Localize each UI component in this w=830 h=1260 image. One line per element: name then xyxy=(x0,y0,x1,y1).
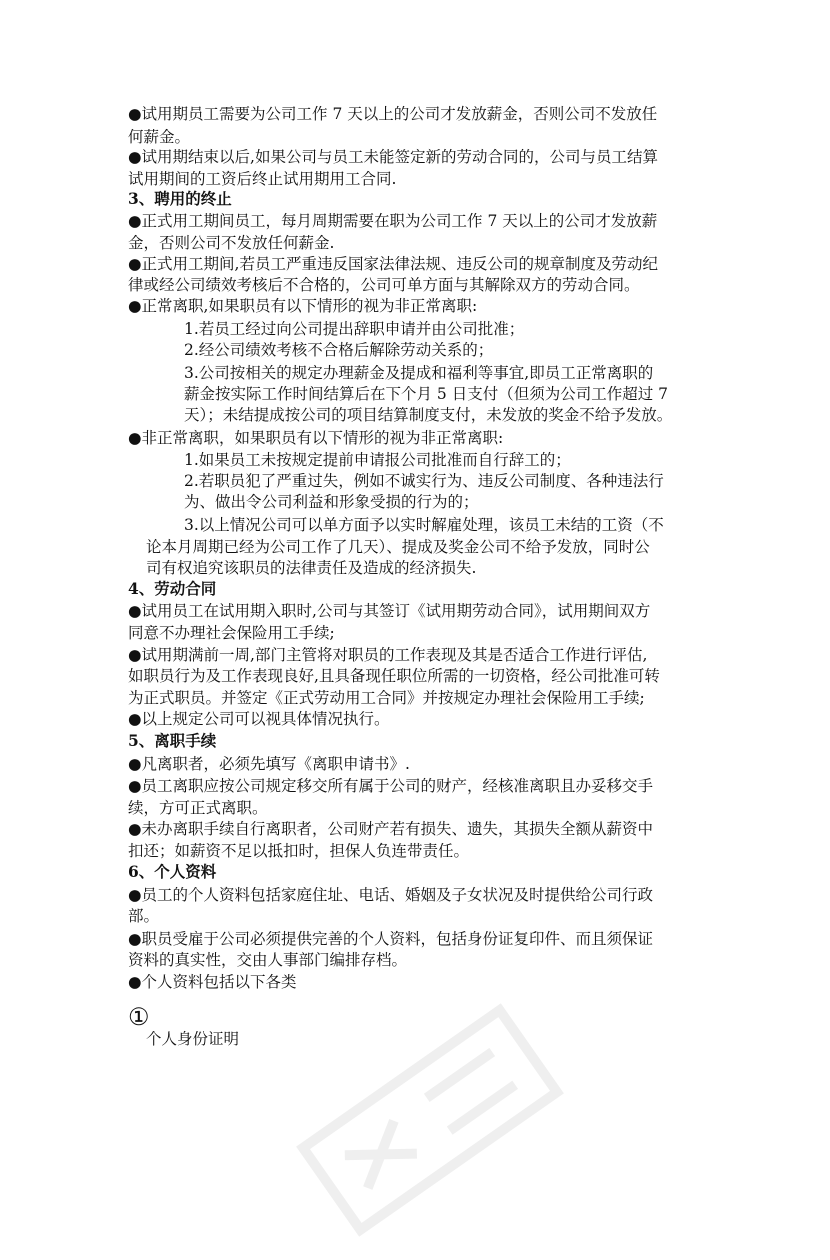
text-line: ●试用期满前一周,部门主管将对职员的工作表现及其是否适合工作进行评估, xyxy=(128,646,648,664)
section-heading: 6、个人资料 xyxy=(128,862,217,881)
text-line: 同意不办理社会保险用工手续; xyxy=(128,624,335,642)
text-line: 何薪金。 xyxy=(128,128,191,146)
text-line: ●正常离职,如果职员有以下情形的视为非正常离职: xyxy=(128,297,478,315)
text-line: 为正式职员。并签定《正式劳动用工合同》并按规定办理社会保险用工手续; xyxy=(128,689,645,707)
text-line: ●试用员工在试用期入职时,公司与其签订《试用期劳动合同》，试用期间双方 xyxy=(128,602,651,620)
text-line: 个人身份证明 xyxy=(146,1030,240,1048)
text-line: 试用期间的工资后终止试用期用工合同. xyxy=(128,170,397,188)
list-item: 2.若职员犯了严重过失，例如不诚实行为、违反公司制度、各种违法行 xyxy=(184,472,664,490)
text-line: ●试用期结束以后,如果公司与员工未能签定新的劳动合同的，公司与员工结算 xyxy=(128,148,658,166)
list-item: 3.公司按相关的规定办理薪金及提成和福利等事宜,即员工正常离职的 xyxy=(184,364,654,382)
text-line: ●员工的个人资料包括家庭住址、电话、婚姻及子女状况及时提供给公司行政 xyxy=(128,886,654,904)
list-item: 薪金按实际工作时间结算后在下个月 5 日支付（但须为公司工作超过 7 xyxy=(184,385,669,403)
list-item: 天）；未结提成按公司的项目结算制度支付，未发放的奖金不给予发放。 xyxy=(184,406,673,424)
text-line: 扣还；如薪资不足以抵扣时，担保人负连带责任。 xyxy=(128,842,470,860)
text-line: ●个人资料包括以下各类 xyxy=(128,973,297,991)
list-item: 2.经公司绩效考核不合格后解除劳动关系的； xyxy=(184,341,494,359)
text-line: 如职员行为及工作表现良好,且具备现任职位所需的一切资格，经公司批准可转 xyxy=(128,667,660,685)
text-line: ●员工离职应按公司规定移交所有属于公司的财产，经核准离职且办妥移交手 xyxy=(128,777,654,795)
section-heading: 3、聘用的终止 xyxy=(128,189,232,208)
text-line: ●以上规定公司可以视具体情况执行。 xyxy=(128,710,390,728)
section-heading: 5、离职手续 xyxy=(128,731,217,750)
text-line: ●非正常离职，如果职员有以下情形的视为非正常离职: xyxy=(128,429,504,447)
text-line: ●试用期员工需要为公司工作 7 天以上的公司才发放薪金，否则公司不发放任 xyxy=(128,105,658,123)
list-item: 1.如果员工未按规定提前申请报公司批准而自行辞工的； xyxy=(184,451,571,469)
circled-number-one: ① xyxy=(128,1003,150,1031)
text-line: 律或经公司绩效考核后不合格的，公司可单方面与其解除双方的劳动合同。 xyxy=(128,276,640,294)
list-item: 3.以上情况公司可以单方面予以实时解雇处理，该员工未结的工资（不 xyxy=(184,516,664,534)
list-item: 论本月周期已经为公司工作了几天）、提成及奖金公司不给予发放，同时公 xyxy=(146,538,650,556)
section-heading: 4、劳动合同 xyxy=(128,579,217,598)
text-line: 续，方可正式离职。 xyxy=(128,799,268,817)
text-line: ●凡离职者，必须先填写《离职申请书》. xyxy=(128,755,410,773)
list-item: 司有权追究该职员的法律责任及造成的经济损失. xyxy=(146,559,477,577)
text-line: 资料的真实性，交由人事部门编排存档。 xyxy=(128,951,408,969)
watermark-graphic xyxy=(278,980,583,1260)
text-line: ●正式用工期间,若员工严重违反国家法律法规、违反公司的规章制度及劳动纪 xyxy=(128,255,658,273)
text-line: 部。 xyxy=(128,907,160,925)
text-line: ●未办离职手续自行离职者，公司财产若有损失、遗失，其损失全额从薪资中 xyxy=(128,820,654,838)
list-item: 1.若员工经过向公司提出辞职申请并由公司批准； xyxy=(184,320,525,338)
text-line: ●职员受雇于公司必须提供完善的个人资料，包括身份证复印件、而且须保证 xyxy=(128,930,654,948)
text-line: 金，否则公司不发放任何薪金. xyxy=(128,234,335,252)
text-line: ●正式用工期间员工，每月周期需要在职为公司工作 7 天以上的公司才发放薪 xyxy=(128,212,658,230)
list-item: 为、做出令公司利益和形象受损的行为的； xyxy=(184,493,479,511)
